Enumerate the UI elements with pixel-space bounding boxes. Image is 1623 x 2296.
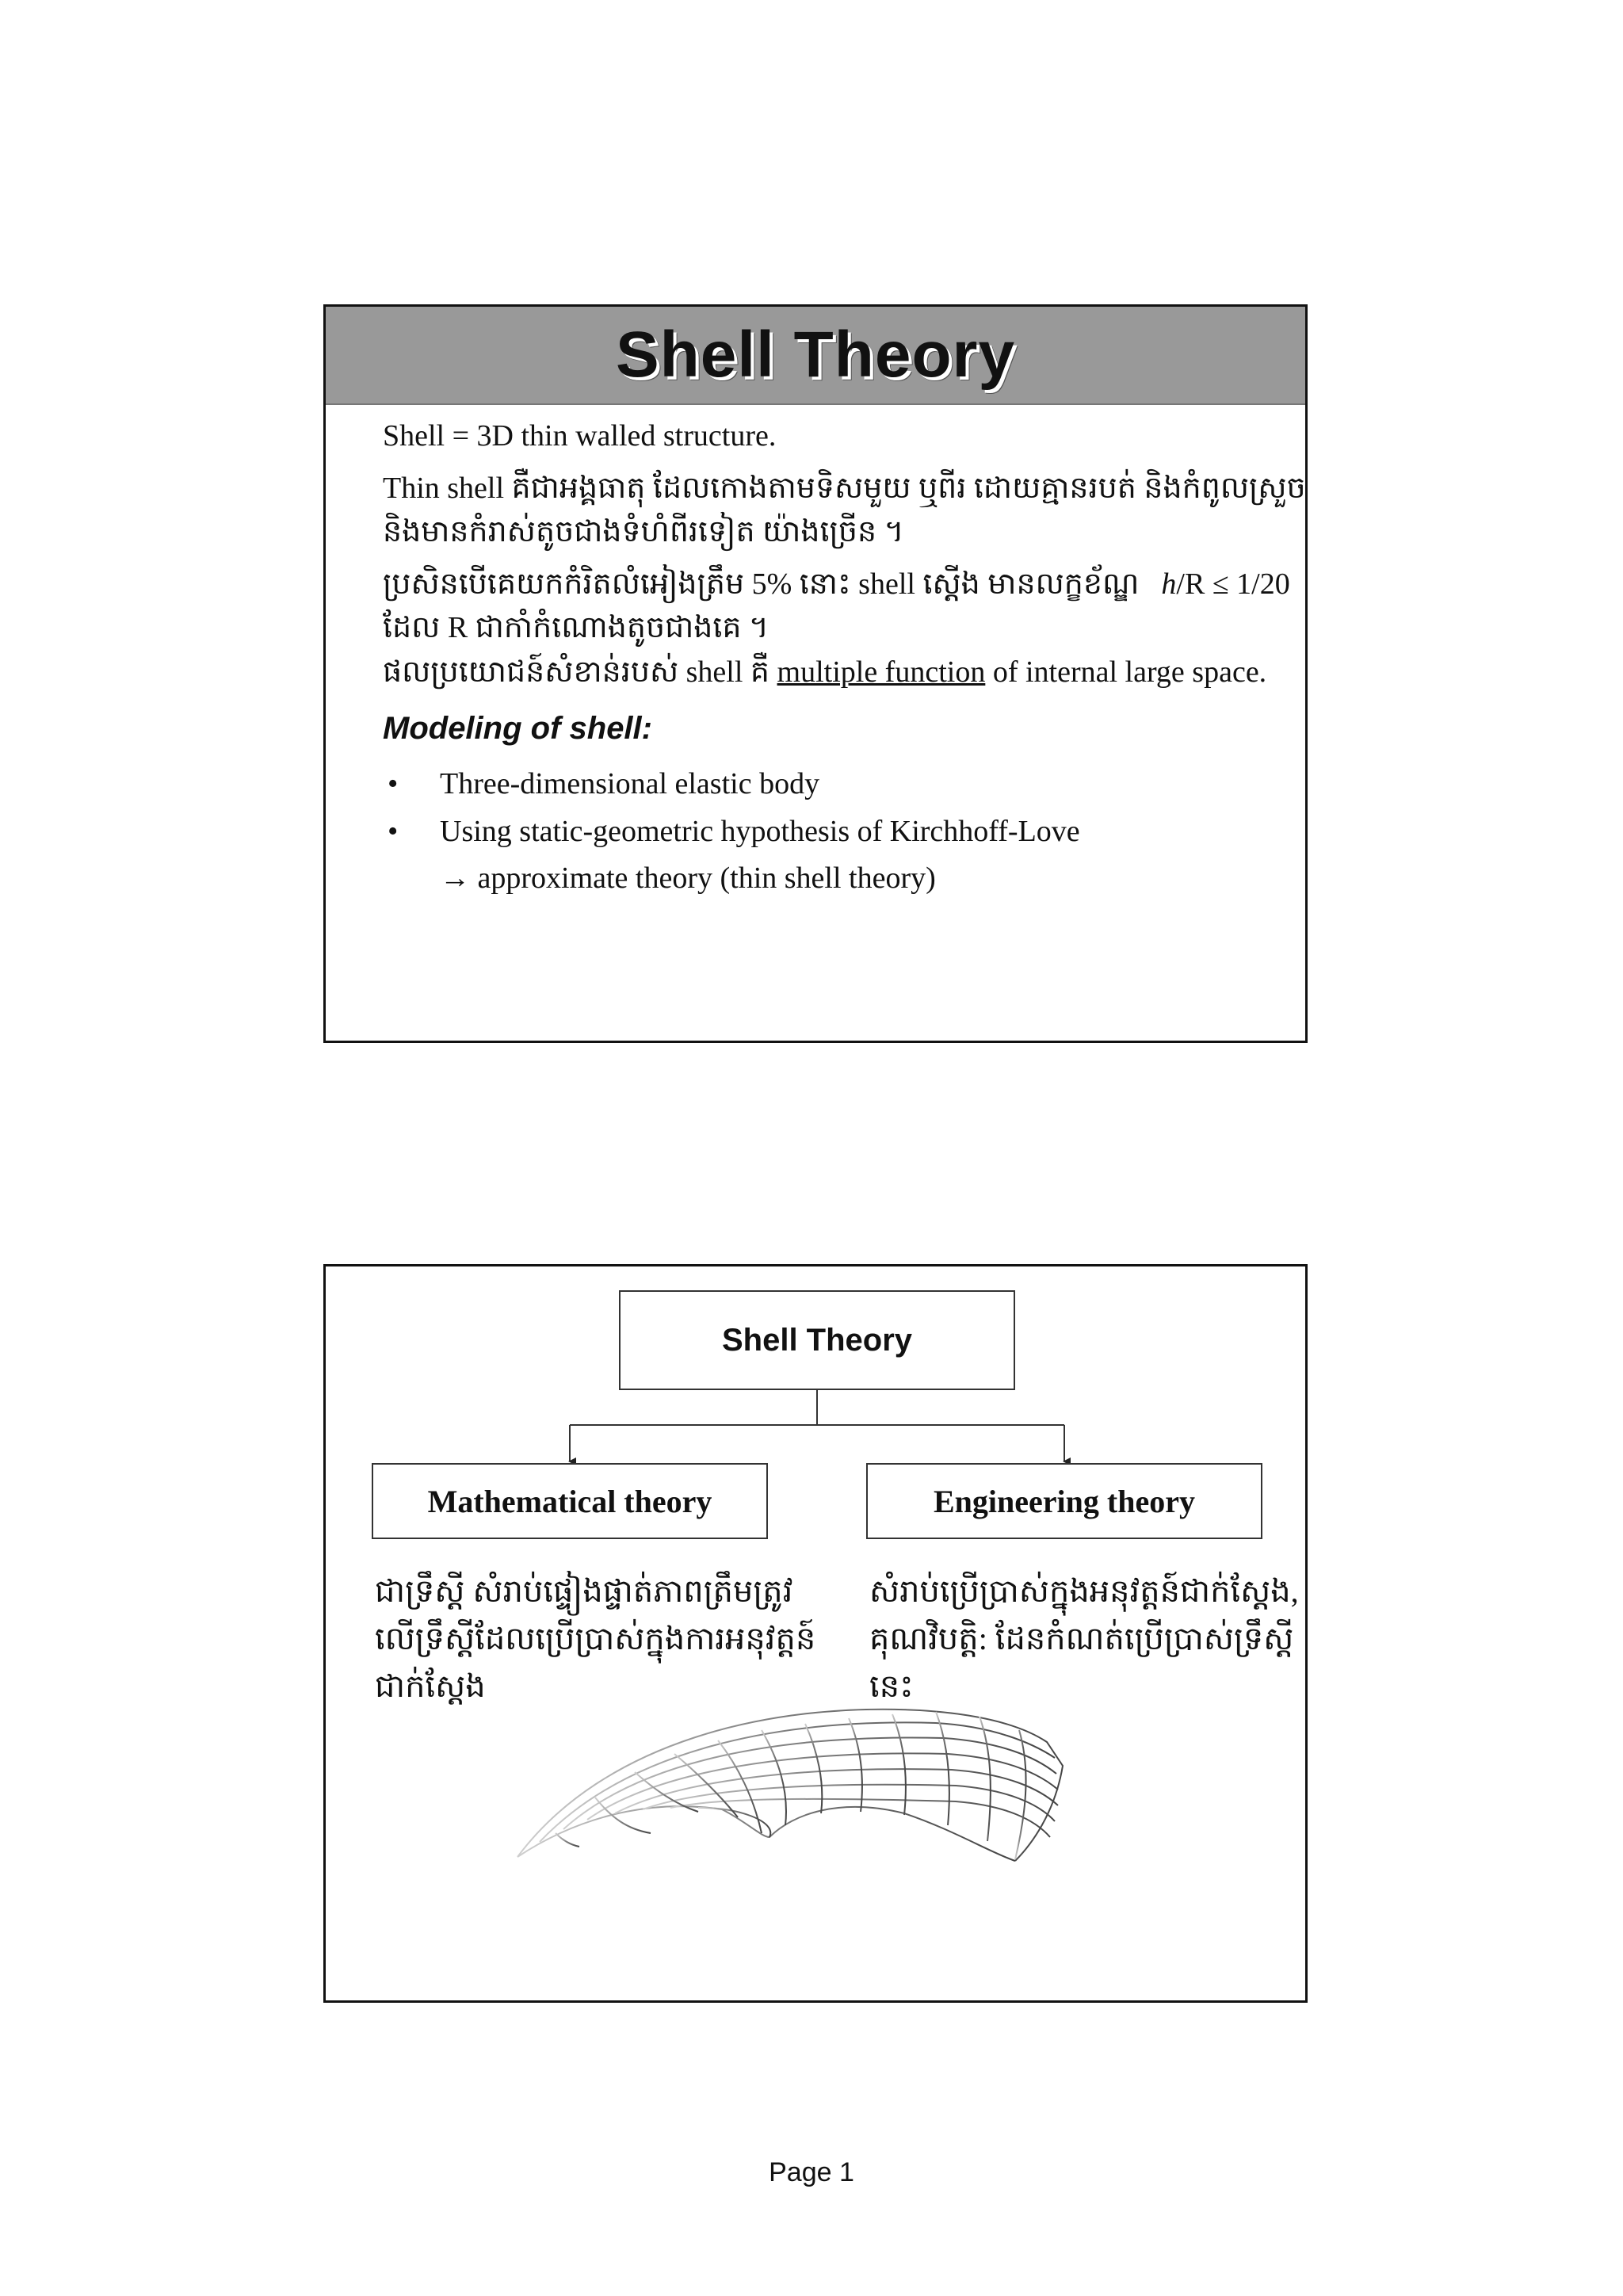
slide-body (383, 418, 1306, 898)
list-item-text: Three-dimensional elastic body (440, 767, 820, 800)
formula-h: h (1161, 567, 1177, 601)
formula-rest: /R ≤ 1/20 (1176, 567, 1290, 601)
desc-line: ជាទ្រឹស្តី សំរាប់ផ្ទៀងផ្ទាត់ភាពត្រឹមត្រូវ (375, 1573, 793, 1609)
list-item (383, 813, 1289, 851)
shell-mesh-illustration (508, 1679, 1079, 1932)
bullet-icon: • (388, 814, 399, 848)
desc-line: ជាក់ស្តែង (375, 1668, 486, 1704)
slide-shell-theory-intro (323, 304, 1308, 1043)
condition-text: ប្រសិនបើគេយកកំរិតលំអៀងត្រឹម 5% នោះ shell ស្តើង មានលក្ខខ័ណ្ឌ (383, 567, 1140, 601)
page-number: Page 1 (769, 2157, 854, 2187)
ratio-formula (1161, 567, 1289, 601)
modeling-subheading: Modeling of shell: (383, 711, 652, 746)
thin-shell-line-2: និងមានកំរាស់តូចជាងទំហំពីរទៀត យ៉ាងច្រើន ។ (383, 515, 904, 548)
benefit-post: of internal large space. (985, 655, 1267, 689)
condition-line (383, 566, 1289, 604)
benefit-line (383, 654, 1289, 692)
benefit-pre: ផលប្រយោជន៍សំខាន់របស់ shell គឺ (383, 655, 777, 689)
mathematical-theory-box: Mathematical theory (372, 1463, 768, 1539)
desc-line: គុណវិបត្តិ: ដែនកំណត់ប្រើប្រាស់ទ្រឹស្តីនេះ (869, 1621, 1294, 1704)
slide-title: Shell Theory (615, 319, 1016, 391)
benefit-underlined: multiple function (777, 655, 986, 689)
thin-shell-line-1: Thin shell គឺជាអង្គធាតុ ដែលកោងតាមទិសមួយ ឬពីរ ដោយគ្មានរបត់ និងកំពូលស្រួច (383, 471, 1306, 505)
bullet-icon: • (388, 767, 399, 800)
list-item-text: Using static-geometric hypothesis of Kirchhoff-Love (440, 814, 1080, 848)
engineering-theory-box: Engineering theory (866, 1463, 1262, 1539)
slide-shell-theory-diagram (323, 1264, 1308, 2003)
definition-line: Shell = 3D thin walled structure. (383, 419, 777, 453)
shell-theory-box: Shell Theory (619, 1290, 1015, 1390)
title-bar (326, 307, 1305, 405)
radius-line: ដែល R ជាកាំកំណោងតូចជាងគេ ។ (383, 611, 769, 644)
list-item (383, 766, 1289, 804)
modeling-list (383, 766, 1289, 850)
approximate-theory-line: → approximate theory (thin shell theory) (440, 861, 936, 895)
desc-line: លើទ្រឹស្តីដែលប្រើប្រាស់ក្នុងការអនុវត្តន៍ (375, 1621, 816, 1656)
desc-line: សំរាប់ប្រើប្រាស់ក្នុងអនុវត្តន៍ជាក់ស្តែង, (869, 1573, 1299, 1609)
